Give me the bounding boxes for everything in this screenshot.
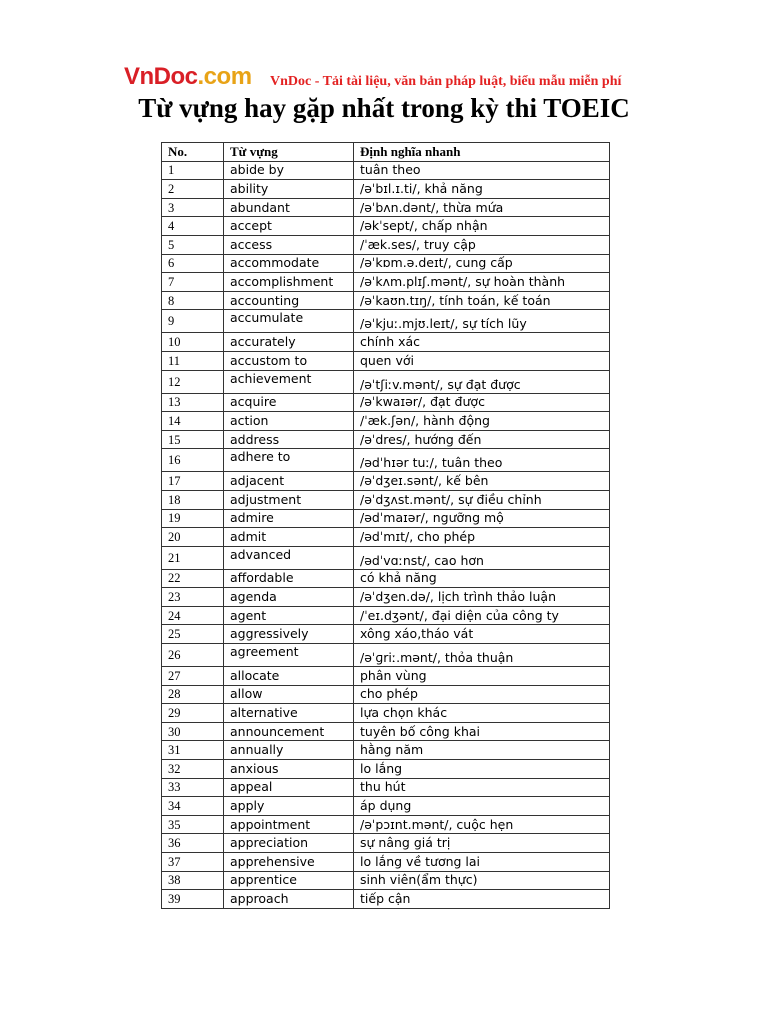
table-row [162, 198, 610, 217]
table-row [162, 890, 610, 909]
cell-number: 8 [162, 291, 224, 310]
cell-definition: xông xáo,tháo vát [354, 625, 610, 644]
cell-definition: /əˈdʒeɪ.sənt/, kế bên [354, 472, 610, 491]
cell-definition: /əˈkaʊn.tɪŋ/, tính toán, kế toán [354, 291, 610, 310]
cell-definition: tuyên bố công khai [354, 722, 610, 741]
cell-definition: /ədˈhɪər tuː/, tuân theo [354, 449, 610, 472]
table-row [162, 180, 610, 199]
table-row [162, 217, 610, 236]
cell-definition: chính xác [354, 333, 610, 352]
cell-word: appointment [224, 815, 354, 834]
cell-word: access [224, 235, 354, 254]
cell-word: anxious [224, 760, 354, 779]
header [124, 62, 684, 96]
cell-definition: phân vùng [354, 667, 610, 686]
cell-definition: lo lắng về tương lai [354, 853, 610, 872]
cell-word: allocate [224, 667, 354, 686]
table-row [162, 546, 610, 569]
cell-number: 23 [162, 588, 224, 607]
cell-definition: lựa chọn khác [354, 704, 610, 723]
cell-definition: /ədˈvɑːnst/, cao hơn [354, 546, 610, 569]
cell-word: achievement [224, 370, 354, 393]
cell-number: 24 [162, 606, 224, 625]
cell-definition: /əˈkjuː.mjʊ.leɪt/, sự tích lũy [354, 310, 610, 333]
cell-number: 27 [162, 667, 224, 686]
table-row [162, 291, 610, 310]
cell-word: address [224, 430, 354, 449]
cell-number: 7 [162, 273, 224, 292]
cell-number: 34 [162, 797, 224, 816]
cell-word: admit [224, 528, 354, 547]
cell-number: 13 [162, 393, 224, 412]
table-row [162, 797, 610, 816]
column-header-no: No. [162, 143, 224, 162]
cell-number: 36 [162, 834, 224, 853]
cell-word: apply [224, 797, 354, 816]
cell-number: 39 [162, 890, 224, 909]
cell-word: accurately [224, 333, 354, 352]
cell-definition: tiếp cận [354, 890, 610, 909]
cell-number: 19 [162, 509, 224, 528]
cell-definition: /əˈpɔɪnt.mənt/, cuộc hẹn [354, 815, 610, 834]
cell-word: acquire [224, 393, 354, 412]
table-row [162, 472, 610, 491]
cell-definition: /əˈɡriː.mənt/, thỏa thuận [354, 644, 610, 667]
table-row [162, 161, 610, 180]
table-row [162, 871, 610, 890]
cell-word: announcement [224, 722, 354, 741]
cell-word: agenda [224, 588, 354, 607]
table-row [162, 235, 610, 254]
table-row [162, 393, 610, 412]
column-header-word: Từ vựng [224, 143, 354, 162]
cell-number: 35 [162, 815, 224, 834]
table-row [162, 722, 610, 741]
cell-definition: /ˈeɪ.dʒənt/, đại diện của công ty [354, 606, 610, 625]
table-row [162, 760, 610, 779]
table-row [162, 490, 610, 509]
cell-word: apprentice [224, 871, 354, 890]
table-row [162, 412, 610, 431]
cell-number: 5 [162, 235, 224, 254]
cell-word: affordable [224, 569, 354, 588]
cell-definition: sinh viên(ẩm thực) [354, 871, 610, 890]
table-row [162, 449, 610, 472]
table-row [162, 528, 610, 547]
table-row [162, 430, 610, 449]
page-title: Từ vựng hay gặp nhất trong kỳ thi TOEIC [138, 93, 630, 123]
cell-number: 1 [162, 161, 224, 180]
cell-word: appeal [224, 778, 354, 797]
cell-definition: sự nâng giá trị [354, 834, 610, 853]
cell-word: accept [224, 217, 354, 236]
cell-word: ability [224, 180, 354, 199]
cell-word: approach [224, 890, 354, 909]
cell-definition: /əˈbʌn.dənt/, thừa mứa [354, 198, 610, 217]
table-row [162, 778, 610, 797]
cell-number: 38 [162, 871, 224, 890]
cell-number: 6 [162, 254, 224, 273]
cell-number: 9 [162, 310, 224, 333]
table-row [162, 704, 610, 723]
cell-definition: /ədˈmaɪər/, ngưỡng mộ [354, 509, 610, 528]
cell-definition: /əkˈsept/, chấp nhận [354, 217, 610, 236]
cell-number: 28 [162, 685, 224, 704]
cell-number: 2 [162, 180, 224, 199]
cell-word: agent [224, 606, 354, 625]
table-row [162, 569, 610, 588]
cell-definition: áp dụng [354, 797, 610, 816]
table-row [162, 644, 610, 667]
cell-word: appreciation [224, 834, 354, 853]
cell-number: 32 [162, 760, 224, 779]
vndoc-logo[interactable] [124, 62, 252, 92]
cell-definition: quen với [354, 351, 610, 370]
table-header-row [162, 143, 610, 162]
cell-word: allow [224, 685, 354, 704]
cell-definition: /əˈbɪl.ɪ.ti/, khả năng [354, 180, 610, 199]
table-row [162, 370, 610, 393]
column-header-definition: Định nghĩa nhanh [354, 143, 610, 162]
cell-word: adjustment [224, 490, 354, 509]
site-tagline: VnDoc - Tải tài liệu, văn bản pháp luật, biểu mẫu miễn phí [270, 74, 622, 89]
cell-word: aggressively [224, 625, 354, 644]
cell-word: accumulate [224, 310, 354, 333]
cell-number: 12 [162, 370, 224, 393]
cell-number: 37 [162, 853, 224, 872]
cell-number: 3 [162, 198, 224, 217]
cell-number: 30 [162, 722, 224, 741]
cell-definition: /əˈdʒʌst.mənt/, sự điều chỉnh [354, 490, 610, 509]
cell-number: 4 [162, 217, 224, 236]
cell-word: accounting [224, 291, 354, 310]
cell-number: 26 [162, 644, 224, 667]
cell-definition: cho phép [354, 685, 610, 704]
cell-number: 33 [162, 778, 224, 797]
cell-word: abide by [224, 161, 354, 180]
table-row [162, 254, 610, 273]
cell-number: 15 [162, 430, 224, 449]
cell-definition: /əˈkʌm.plɪʃ.mənt/, sự hoàn thành [354, 273, 610, 292]
cell-definition: /əˈdʒen.də/, lịch trình thảo luận [354, 588, 610, 607]
vocabulary-table [161, 142, 610, 909]
table-row [162, 333, 610, 352]
table-row [162, 815, 610, 834]
cell-definition: hằng năm [354, 741, 610, 760]
cell-definition: lo lắng [354, 760, 610, 779]
cell-word: action [224, 412, 354, 431]
cell-definition: thu hút [354, 778, 610, 797]
cell-number: 29 [162, 704, 224, 723]
table-row [162, 310, 610, 333]
cell-number: 11 [162, 351, 224, 370]
cell-definition: /əˈdres/, hướng đến [354, 430, 610, 449]
cell-definition: tuân theo [354, 161, 610, 180]
cell-word: adjacent [224, 472, 354, 491]
table-row [162, 606, 610, 625]
table-row [162, 351, 610, 370]
cell-definition: /ədˈmɪt/, cho phép [354, 528, 610, 547]
cell-word: abundant [224, 198, 354, 217]
cell-definition: /əˈkɒm.ə.deɪt/, cung cấp [354, 254, 610, 273]
logo-text-main: VnDoc [124, 63, 198, 90]
cell-definition: /ˈæk.ʃən/, hành động [354, 412, 610, 431]
cell-number: 21 [162, 546, 224, 569]
cell-word: advanced [224, 546, 354, 569]
table-row [162, 853, 610, 872]
cell-number: 10 [162, 333, 224, 352]
cell-definition: /əˈtʃiːv.mənt/, sự đạt được [354, 370, 610, 393]
cell-number: 16 [162, 449, 224, 472]
cell-number: 17 [162, 472, 224, 491]
cell-word: accomplishment [224, 273, 354, 292]
cell-definition: /əˈkwaɪər/, đạt được [354, 393, 610, 412]
cell-word: accustom to [224, 351, 354, 370]
cell-word: annually [224, 741, 354, 760]
cell-number: 22 [162, 569, 224, 588]
cell-word: agreement [224, 644, 354, 667]
table-body [162, 161, 610, 908]
cell-word: adhere to [224, 449, 354, 472]
table-row [162, 625, 610, 644]
table-row [162, 588, 610, 607]
table-row [162, 509, 610, 528]
table-row [162, 741, 610, 760]
table-row [162, 273, 610, 292]
cell-definition: có khả năng [354, 569, 610, 588]
cell-number: 25 [162, 625, 224, 644]
cell-definition: /ˈæk.ses/, truy cập [354, 235, 610, 254]
cell-word: alternative [224, 704, 354, 723]
cell-word: admire [224, 509, 354, 528]
cell-number: 14 [162, 412, 224, 431]
cell-number: 18 [162, 490, 224, 509]
cell-word: accommodate [224, 254, 354, 273]
logo-text-suffix: .com [197, 63, 252, 90]
cell-word: apprehensive [224, 853, 354, 872]
table-row [162, 685, 610, 704]
table-row [162, 834, 610, 853]
table-row [162, 667, 610, 686]
cell-number: 31 [162, 741, 224, 760]
cell-number: 20 [162, 528, 224, 547]
